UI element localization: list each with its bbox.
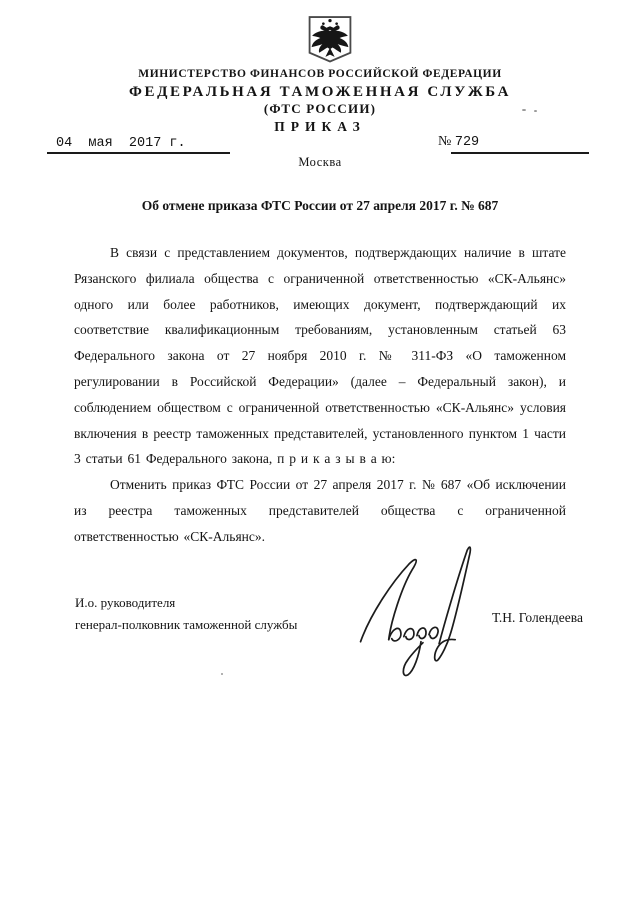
number-underline [451, 152, 589, 154]
city-label: Москва [298, 155, 342, 169]
signer-name: Т.Н. Голендеева [492, 610, 583, 625]
number-value: 729 [454, 135, 480, 150]
agency-name: ФЕДЕРАЛЬНАЯ ТАМОЖЕННАЯ СЛУЖБА [128, 84, 512, 100]
body-paragraph-2: Отменить приказ ФТС России от 27 апреля 2017 г. № 687 «Об исключении из реестра таможенных представителей общества с ограниченной ответственностью «СК-Альянс». [74, 477, 566, 544]
date-underline [47, 152, 230, 154]
coat-of-arms-icon [306, 15, 354, 64]
document-type-heading: ПРИКАЗ [274, 119, 366, 134]
number-sign: № [438, 134, 455, 149]
date-field: 04 мая 2017 г. [56, 136, 186, 151]
signer-position-line2: генерал-полковник таможенной службы [75, 616, 298, 632]
signer-position [75, 592, 297, 635]
scan-speck [534, 110, 537, 112]
document-title: Об отмене приказа ФТС России от 27 апреля 2017 г. № 687 [141, 198, 499, 213]
agency-abbreviation: (ФТС РОССИИ) [263, 101, 377, 116]
ministry-name: МИНИСТЕРСТВО ФИНАНСОВ РОССИЙСКОЙ ФЕДЕРАЦИИ [138, 68, 502, 80]
scan-speck [522, 109, 526, 111]
signature-icon [350, 541, 502, 687]
scan-speck [221, 673, 223, 675]
document-body [74, 240, 566, 550]
document-number [438, 134, 479, 150]
signer-position-line1: И.о. руководителя [75, 595, 176, 610]
body-paragraph-1: В связи с представлением документов, подтверждающих наличие в штате Рязанского филиала общества с ограниченной ответственностью «СК-Альянс» одного или более работников, имеющих документ, подтверждающий их соответствие квалификационным требованиям, установленным статьей 63 Федерального закона от 27 ноября 2010 г. № 311-ФЗ «О таможенном регулировании в Российской Федерации» (далее – Федеральный закон), и соблюдением обществом с ограниченной ответственностью «СК-Альянс» условия включения в реестр таможенных представителей, установленного пунктом 1 части 3 статьи 61 Федерального закона, п р и к а з ы в а ю: [74, 245, 566, 467]
